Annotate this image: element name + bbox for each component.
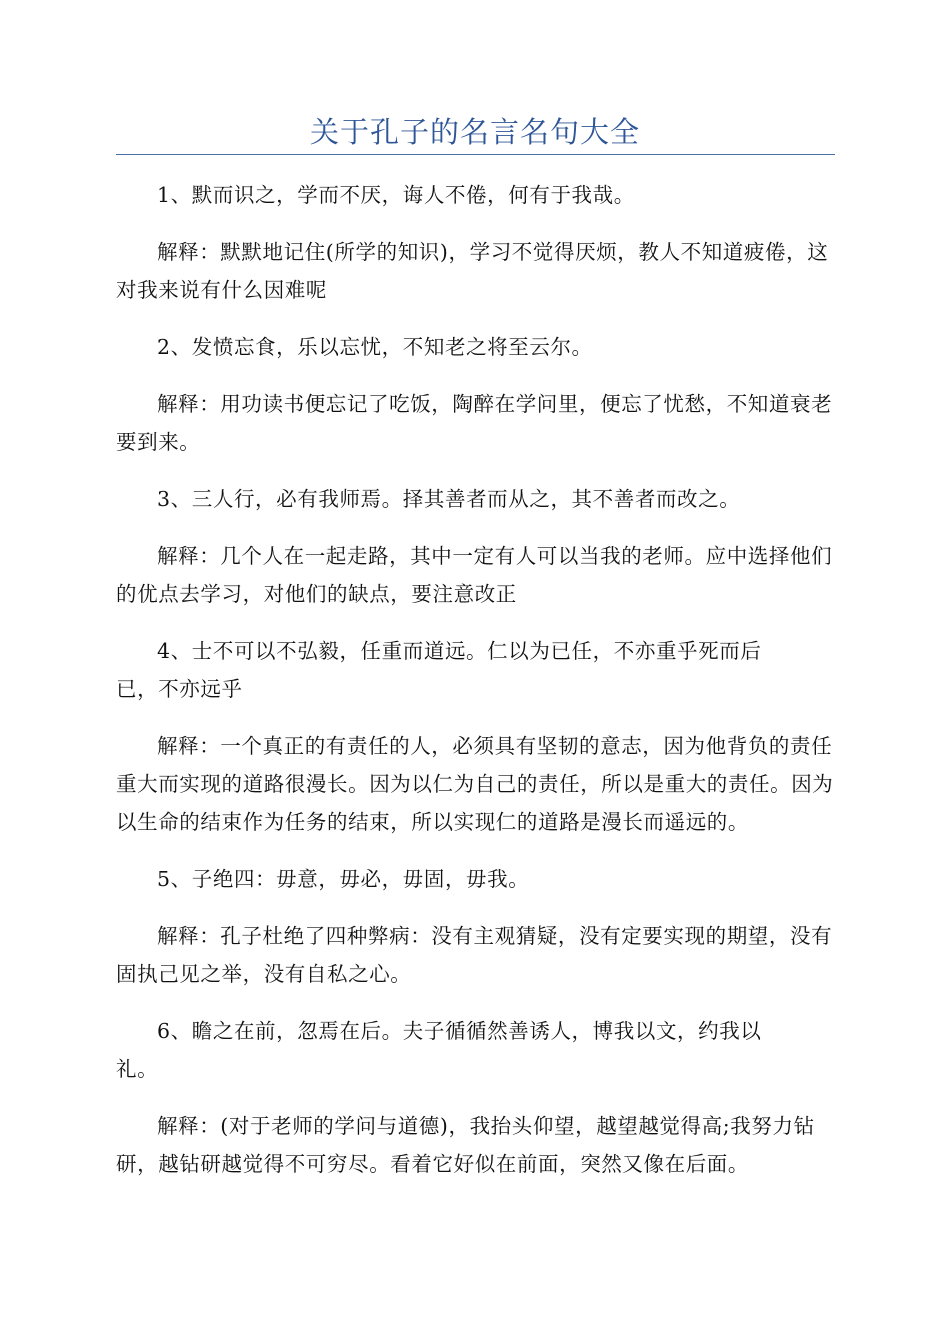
quote-paragraph-2: 2、发愤忘食，乐以忘忧，不知老之将至云尔。 — [157, 335, 593, 359]
explanation-paragraph-6: 解释：(对于老师的学问与道德)，我抬头仰望，越望越觉得高;我努力钻研，越钻研越觉得不可穷尽。看着它好似在前面，突然又像在后面。 — [116, 1114, 815, 1176]
quote-paragraph-3: 3、三人行，必有我师焉。择其善者而从之，其不善者而改之。 — [157, 487, 741, 511]
explanation-paragraph-5: 解释：孔子杜绝了四种弊病：没有主观猜疑，没有定要实现的期望，没有固执己见之举，没有自私之心。 — [116, 924, 833, 986]
document-body — [116, 176, 836, 1202]
quote-paragraph-1: 1、默而识之，学而不厌，诲人不倦，何有于我哉。 — [157, 183, 635, 207]
quote-paragraph-5: 5、子绝四：毋意，毋必，毋固，毋我。 — [157, 867, 530, 891]
document-title: 关于孔子的名言名句大全 — [309, 115, 640, 149]
explanation-paragraph-1: 解释：默默地记住(所学的知识)，学习不觉得厌烦，教人不知道疲倦，这对我来说有什么因难呢 — [116, 240, 829, 302]
explanation-paragraph-2: 解释：用功读书便忘记了吃饭，陶醉在学问里，便忘了忧愁，不知道衰老要到来。 — [116, 392, 833, 454]
quote-paragraph-4: 4、士不可以不弘毅，任重而道远。仁以为已任，不亦重乎死而后已，不亦远乎 — [116, 639, 762, 701]
explanation-paragraph-3: 解释：几个人在一起走路，其中一定有人可以当我的老师。应中选择他们的优点去学习，对他们的缺点，要注意改正 — [116, 544, 833, 606]
explanation-paragraph-4: 解释：一个真正的有责任的人，必须具有坚韧的意志，因为他背负的责任重大而实现的道路很漫长。因为以仁为自己的责任，所以是重大的责任。因为以生命的结束作为任务的结束，所以实现仁的道路是漫长而遥远的。 — [116, 734, 834, 834]
quote-paragraph-6: 6、瞻之在前，忽焉在后。夫子循循然善诱人，博我以文，约我以礼。 — [116, 1019, 762, 1081]
title-divider — [116, 154, 835, 155]
